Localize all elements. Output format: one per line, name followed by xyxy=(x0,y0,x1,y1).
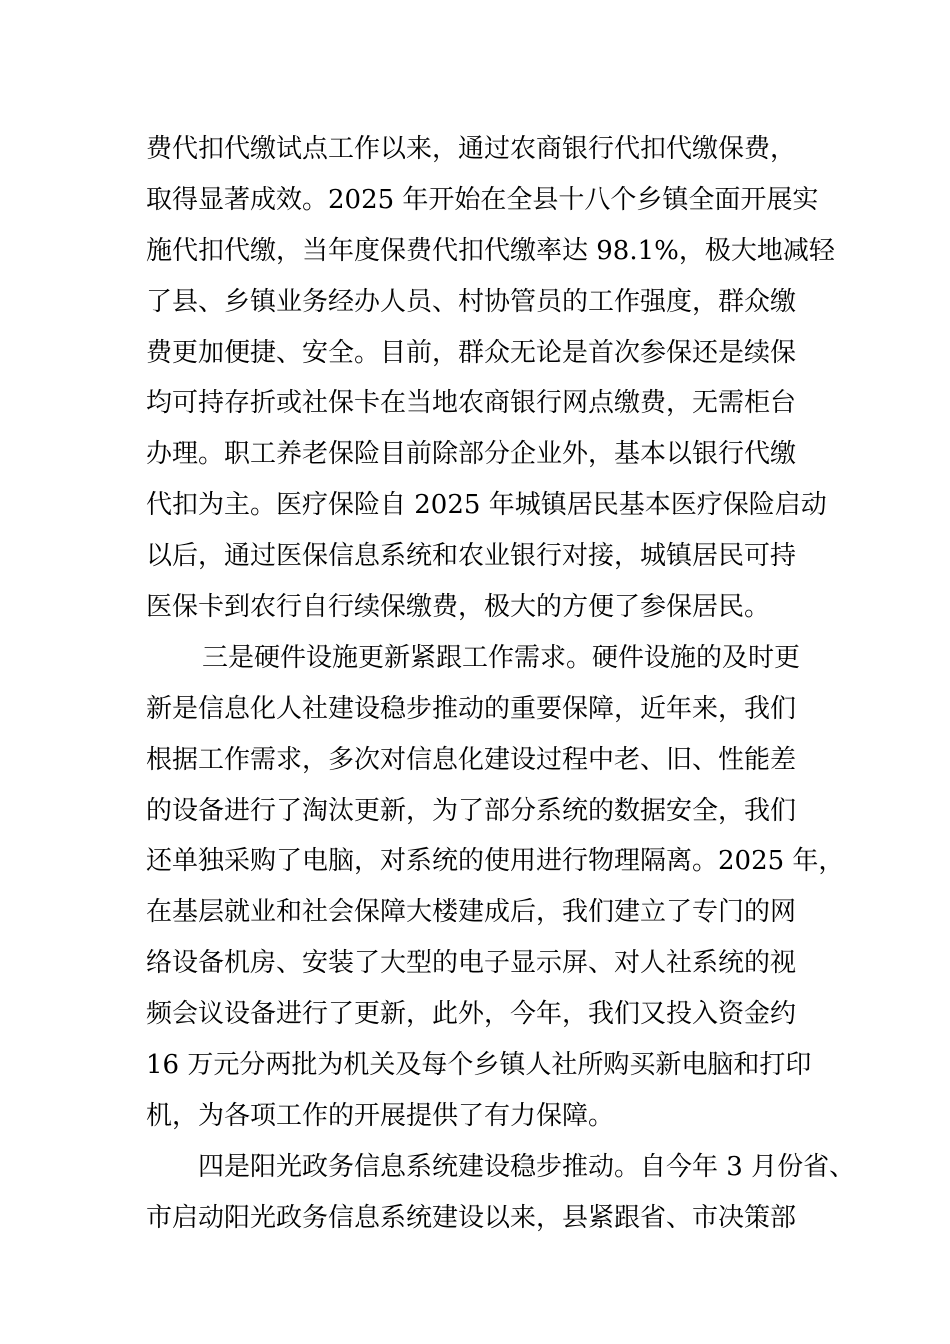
text-line: 新是信息化人社建设稳步推动的重要保障，近年来，我们 xyxy=(146,693,797,724)
text-line: 以后，通过医保信息系统和农业银行对接，城镇居民可持 xyxy=(146,541,797,572)
text-line: 了县、乡镇业务经办人员、村协管员的工作强度，群众缴 xyxy=(146,286,797,317)
text-line: 机，为各项工作的开展提供了有力保障。 xyxy=(146,1100,615,1131)
text-line: 施代扣代缴，当年度保费代扣代缴率达 98.1%，极大地减轻 xyxy=(146,235,835,266)
text-line: 16 万元分两批为机关及每个乡镇人社所购买新电脑和打印 xyxy=(146,1050,812,1081)
text-line: 在基层就业和社会保障大楼建成后，我们建立了专门的网 xyxy=(146,897,797,928)
text-line: 办理。职工养老保险目前除部分企业外，基本以银行代缴 xyxy=(146,439,797,470)
text-line: 代扣为主。医疗保险自 2025 年城镇居民基本医疗保险启动 xyxy=(146,490,827,521)
body-text xyxy=(146,124,856,1244)
text-line: 还单独采购了电脑，对系统的使用进行物理隔离。2025 年， xyxy=(146,846,845,877)
text-line: 取得显著成效。2025 年开始在全县十八个乡镇全面开展实 xyxy=(146,184,819,215)
text-line: 的设备进行了淘汰更新，为了部分系统的数据安全，我们 xyxy=(146,795,797,826)
text-line: 市启动阳光政务信息系统建设以来，县紧跟省、市决策部 xyxy=(146,1202,797,1233)
text-line: 根据工作需求，多次对信息化建设过程中老、旧、性能差 xyxy=(146,744,797,775)
paragraph-heading-line: 四是阳光政务信息系统建设稳步推动。自今年 3 月份省、 xyxy=(198,1151,856,1182)
text-line: 费代扣代缴试点工作以来，通过农商银行代扣代缴保费， xyxy=(146,134,797,164)
text-line: 均可持存折或社保卡在当地农商银行网点缴费，无需柜台 xyxy=(146,388,797,419)
text-line: 频会议设备进行了更新，此外，今年，我们又投入资金约 xyxy=(146,999,797,1030)
text-line: 费更加便捷、安全。目前，群众无论是首次参保还是续保 xyxy=(146,337,797,368)
text-line: 络设备机房、安装了大型的电子显示屏、对人社系统的视 xyxy=(146,948,797,979)
paragraph-heading-line: 三是硬件设施更新紧跟工作需求。硬件设施的及时更 xyxy=(202,642,801,673)
text-line: 医保卡到农行自行续保缴费，极大的方便了参保居民。 xyxy=(146,592,771,623)
